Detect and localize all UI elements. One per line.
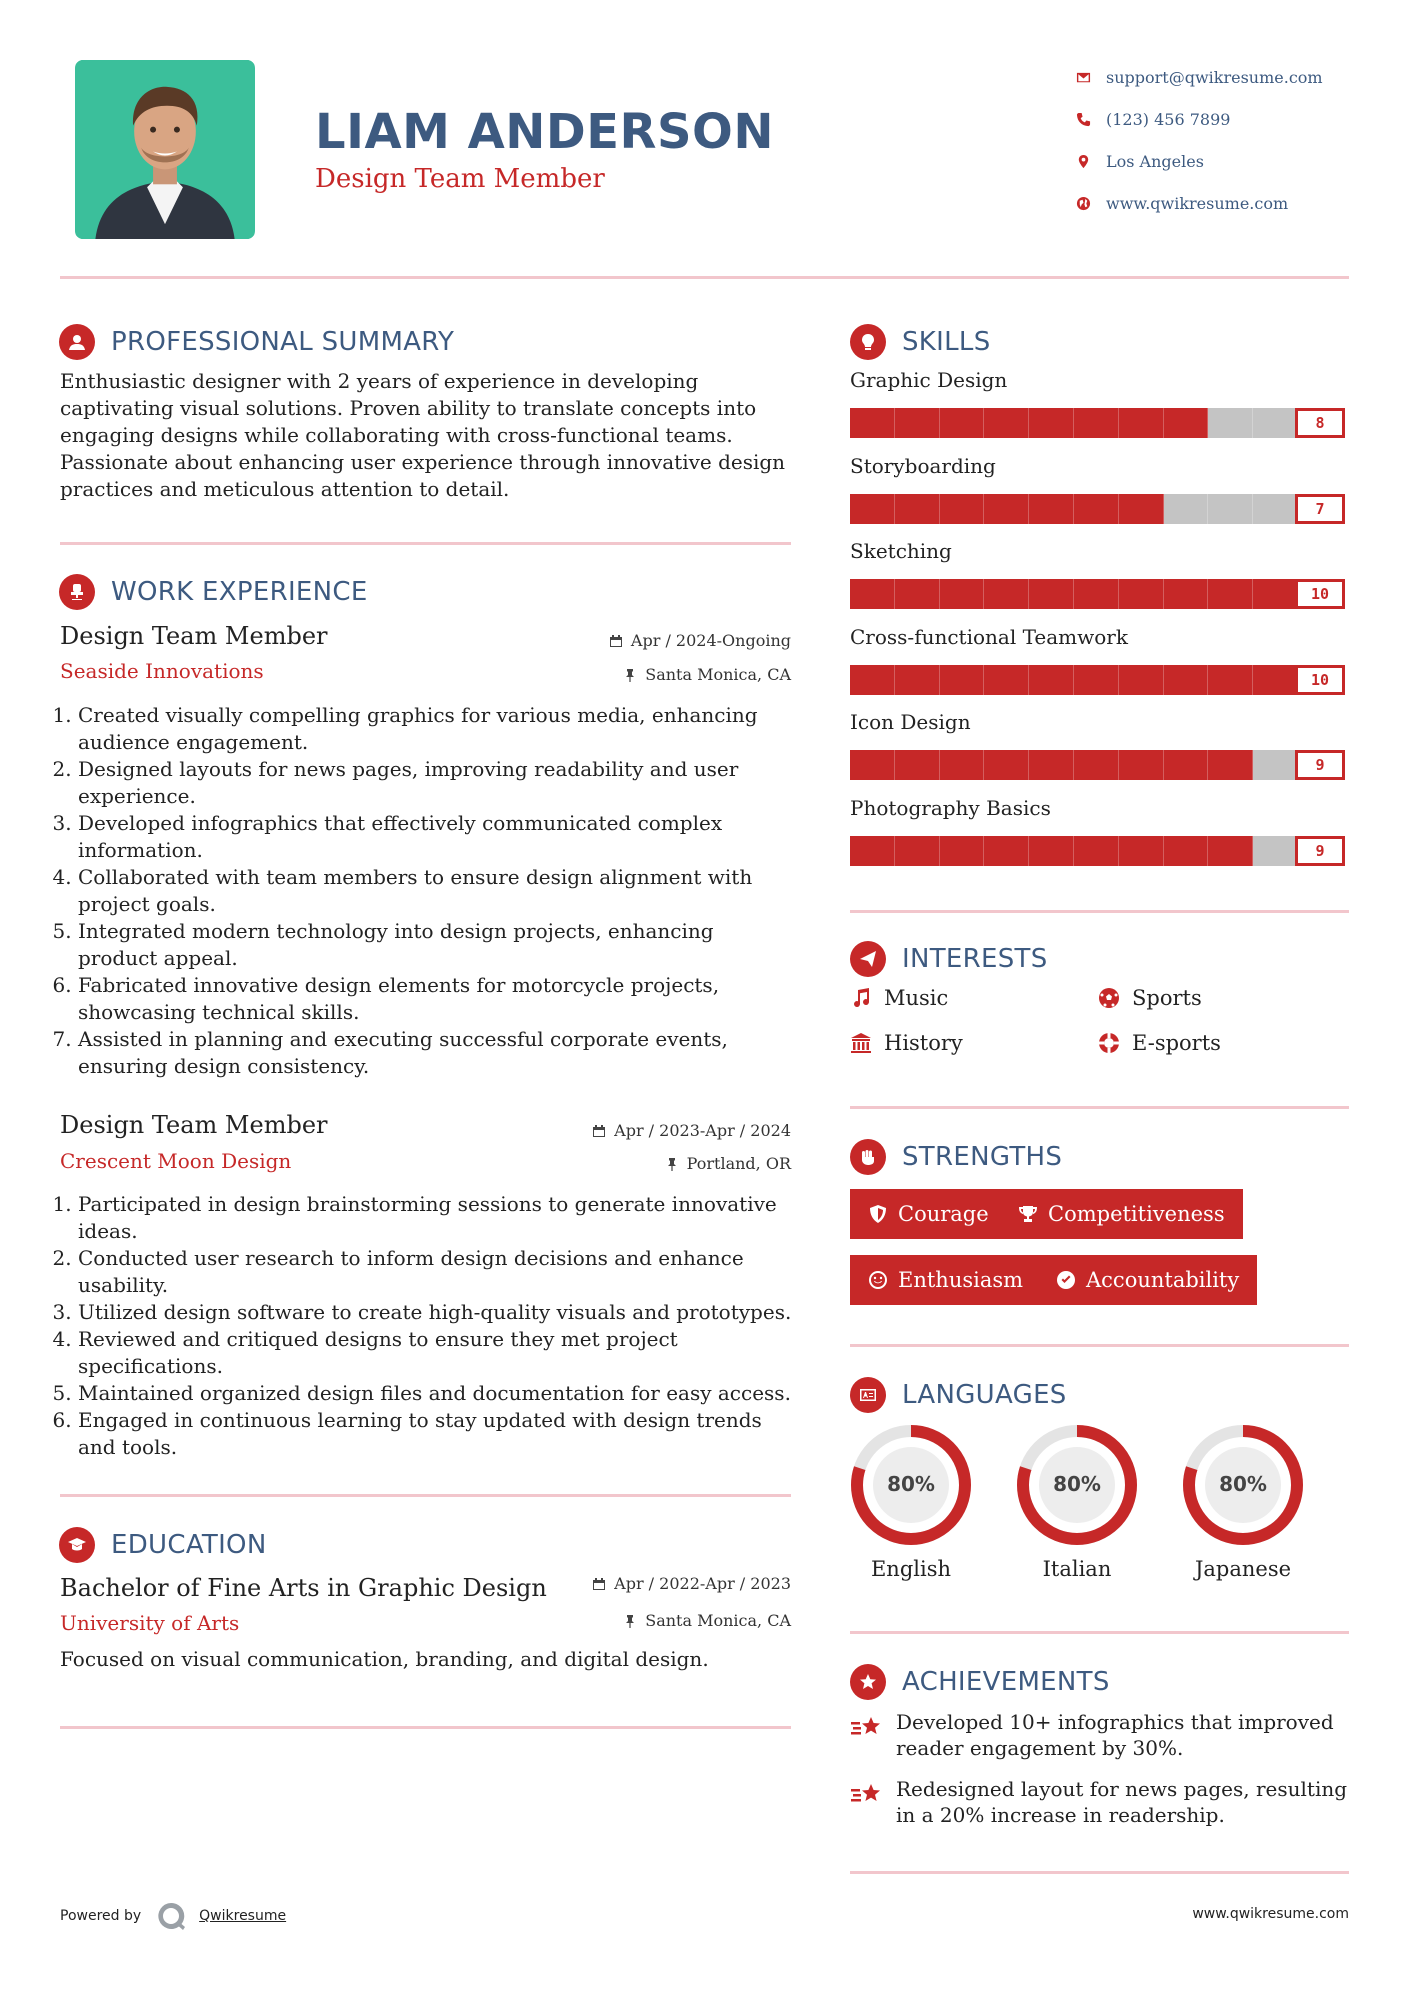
job-2-location: [665, 1154, 791, 1173]
list-item: 6. Engaged in continuous learning to stay updated with design trends and tools.: [78, 1407, 798, 1461]
calendar-icon: [609, 634, 623, 648]
skill-bar-filled-segment: [1164, 665, 1209, 695]
skill-bar-filled-segment: [940, 579, 985, 609]
language-percent: 80%: [887, 1472, 935, 1496]
star-badge-icon: [850, 1664, 886, 1700]
strength-competitiveness: [1000, 1189, 1243, 1239]
job-1-dates: [609, 631, 791, 650]
contact-location: [1072, 140, 1372, 182]
skill-bar-filled-segment: [850, 665, 895, 695]
shooting-star-icon: [850, 1713, 884, 1743]
skill-bar-filled-segment: [940, 494, 985, 524]
job-2-location-text: Portland, OR: [686, 1154, 791, 1173]
skill-bar-filled-segment: [984, 408, 1029, 438]
experience-heading: [59, 574, 368, 610]
skill-bar: [850, 836, 1298, 866]
skill-bar-empty-segment: [1208, 408, 1253, 438]
contact-email-text: support@qwikresume.com: [1106, 67, 1323, 87]
skill-bar-filled-segment: [1029, 665, 1074, 695]
contact-list: [1072, 56, 1372, 224]
skill-name: Photography Basics: [850, 795, 1051, 820]
education-degree: Bachelor of Fine Arts in Graphic Design: [60, 1574, 547, 1602]
strengths-divider: [850, 1344, 1349, 1347]
skills-title: SKILLS: [902, 327, 991, 357]
skill-bar-filled-segment: [1074, 750, 1119, 780]
education-divider: [60, 1726, 791, 1729]
skill-score: 10: [1295, 579, 1345, 609]
profile-photo: [75, 60, 255, 239]
languages-title: LANGUAGES: [902, 1380, 1067, 1410]
skills-divider: [850, 910, 1349, 913]
achievements-heading: [850, 1664, 1110, 1700]
skill-bar-filled-segment: [1029, 408, 1074, 438]
achievement-item-2: [850, 1776, 1350, 1828]
shooting-star-icon: [850, 1780, 884, 1810]
skill-bar: [850, 579, 1298, 609]
list-item: 1. Participated in design brainstorming sessions to generate innovative ideas.: [78, 1191, 798, 1245]
smile-icon: [868, 1270, 888, 1290]
paper-plane-icon: [850, 941, 886, 977]
skill-bar-filled-segment: [850, 579, 895, 609]
footer-powered-by: [60, 1900, 286, 1932]
skill-bar-filled-segment: [1074, 408, 1119, 438]
education-description: Focused on visual communication, branding, and digital design.: [60, 1647, 709, 1671]
contact-email[interactable]: [1072, 56, 1372, 98]
qwikresume-link[interactable]: Qwikresume: [199, 1908, 287, 1924]
achievement-text: Developed 10+ infographics that improved reader engagement by 30%.: [896, 1710, 1334, 1760]
user-icon: [59, 324, 95, 360]
skill-name: Icon Design: [850, 710, 971, 734]
pushpin-icon: [623, 1614, 637, 1628]
languages-heading: [850, 1377, 1067, 1413]
list-item: 2. Conducted user research to inform design decisions and enhance usability.: [78, 1245, 798, 1299]
list-item: 5. Integrated modern technology into design projects, enhancing product appeal.: [78, 918, 798, 972]
skill-bar-empty-segment: [1253, 494, 1298, 524]
job-2-bullets: [60, 1191, 798, 1461]
skill-score: 10: [1295, 665, 1345, 695]
list-item: 4. Collaborated with team members to ensure design alignment with project goals.: [78, 864, 798, 918]
skill-bar-filled-segment: [1074, 836, 1119, 866]
skill-bar-filled-segment: [1029, 579, 1074, 609]
contact-website[interactable]: [1072, 182, 1372, 224]
job-2-company: Crescent Moon Design: [60, 1149, 292, 1173]
check-circle-icon: [1056, 1270, 1076, 1290]
interest-label: E-sports: [1132, 1031, 1221, 1055]
list-item: 3. Developed infographics that effectively communicated complex information.: [78, 810, 798, 864]
contact-location-text: Los Angeles: [1106, 151, 1204, 171]
skill-bar-filled-segment: [984, 494, 1029, 524]
strength-accountability: [1038, 1255, 1257, 1305]
languages-divider: [850, 1631, 1349, 1634]
summary-divider: [60, 542, 791, 545]
language-name: Japanese: [1194, 1557, 1292, 1581]
skill-bar-filled-segment: [1164, 408, 1209, 438]
interest-label: Music: [884, 986, 949, 1010]
translate-icon: [850, 1377, 886, 1413]
skill-bar-filled-segment: [895, 665, 940, 695]
graduate-icon: [59, 1527, 95, 1563]
job-1-company: Seaside Innovations: [60, 659, 264, 683]
job-2-dates: [592, 1121, 791, 1140]
language-name: Italian: [1042, 1557, 1112, 1581]
skill-bar-filled-segment: [1208, 836, 1253, 866]
skill-bar: [850, 750, 1298, 780]
skill-bar-empty-segment: [1253, 750, 1298, 780]
skill-score: 9: [1295, 750, 1345, 780]
summary-heading: [59, 324, 454, 360]
list-item: 2. Designed layouts for news pages, improving readability and user experience.: [78, 756, 798, 810]
trophy-icon: [1018, 1204, 1038, 1224]
education-location-text: Santa Monica, CA: [645, 1611, 791, 1630]
strength-enthusiasm: [850, 1255, 1041, 1305]
skill-bar-filled-segment: [895, 579, 940, 609]
powered-by-text: Powered by: [60, 1908, 142, 1924]
skill-name: Cross-functional Teamwork: [850, 624, 1128, 649]
education-school: University of Arts: [60, 1611, 240, 1635]
skill-bar: [850, 494, 1298, 524]
education-dates: [592, 1574, 791, 1593]
skill-bar-filled-segment: [1164, 579, 1209, 609]
skill-bar-filled-segment: [1164, 836, 1209, 866]
skill-bar-filled-segment: [850, 750, 895, 780]
skill-bar-filled-segment: [850, 408, 895, 438]
interest-music: [850, 986, 948, 1010]
job-2-title: Design Team Member: [60, 1111, 328, 1139]
skill-bar-filled-segment: [1029, 494, 1074, 524]
skill-bar-filled-segment: [940, 408, 985, 438]
music-note-icon: [850, 987, 872, 1009]
profile-photo-image: [75, 60, 255, 239]
skill-name: Sketching: [850, 539, 952, 563]
job-2-dates-text: Apr / 2023-Apr / 2024: [614, 1121, 791, 1140]
skill-score: 8: [1295, 408, 1345, 438]
skill-bar-filled-segment: [940, 665, 985, 695]
interest-label: Sports: [1132, 986, 1202, 1010]
skill-bar-empty-segment: [1253, 836, 1298, 866]
chair-icon: [59, 574, 95, 610]
list-item: 4. Reviewed and critiqued designs to ensure they met project specifications.: [78, 1326, 798, 1380]
fist-icon: [850, 1139, 886, 1175]
envelope-icon: [1072, 66, 1094, 88]
skill-bar: [850, 665, 1298, 695]
skill-bar-filled-segment: [1074, 665, 1119, 695]
strengths-heading: [850, 1139, 1062, 1175]
education-dates-text: Apr / 2022-Apr / 2023: [614, 1574, 791, 1593]
skill-bar-filled-segment: [1119, 750, 1164, 780]
summary-title: PROFESSIONAL SUMMARY: [111, 327, 455, 357]
job-1-location: [623, 665, 791, 684]
skills-heading: [850, 324, 991, 360]
skill-bar-filled-segment: [940, 836, 985, 866]
museum-icon: [850, 1032, 872, 1054]
skill-bar-filled-segment: [1029, 750, 1074, 780]
soccer-ball-icon: [1098, 987, 1120, 1009]
skill-name: Storyboarding: [850, 453, 996, 478]
interest-history: [850, 1031, 963, 1055]
strength-label: Accountability: [1086, 1268, 1240, 1292]
shield-icon: [868, 1204, 888, 1224]
strengths-title: STRENGTHS: [902, 1142, 1063, 1172]
skill-bar-filled-segment: [984, 836, 1029, 866]
calendar-icon: [592, 1577, 606, 1591]
skill-bar-filled-segment: [1208, 665, 1253, 695]
skill-bar-filled-segment: [984, 665, 1029, 695]
contact-phone-text: (123) 456 7899: [1106, 109, 1231, 129]
skill-bar-filled-segment: [1253, 579, 1298, 609]
phone-icon: [1072, 108, 1094, 130]
skill-bar-filled-segment: [1119, 494, 1164, 524]
skill-bar-filled-segment: [895, 836, 940, 866]
language-name: English: [870, 1557, 952, 1581]
globe-icon: [1072, 192, 1094, 214]
skill-bar-filled-segment: [850, 494, 895, 524]
candidate-name: LIAM ANDERSON: [315, 104, 775, 160]
language-percent: 80%: [1219, 1472, 1267, 1496]
contact-website-text: www.qwikresume.com: [1106, 193, 1289, 213]
skill-bar-filled-segment: [895, 750, 940, 780]
calendar-icon: [592, 1124, 606, 1138]
skill-bar-filled-segment: [895, 494, 940, 524]
strength-courage: [850, 1189, 1007, 1239]
skill-bar-empty-segment: [1253, 408, 1298, 438]
header-divider: [60, 276, 1349, 279]
list-item: 3. Utilized design software to create high-quality visuals and prototypes.: [78, 1299, 798, 1326]
education-title: EDUCATION: [111, 1530, 267, 1560]
skill-bar-filled-segment: [984, 750, 1029, 780]
skill-bar-empty-segment: [1164, 494, 1209, 524]
strength-label: Courage: [898, 1202, 989, 1226]
interest-sports: [1098, 986, 1202, 1010]
map-pin-icon: [1072, 150, 1094, 172]
achievements-divider: [850, 1871, 1349, 1874]
list-item: 5. Maintained organized design files and documentation for easy access.: [78, 1380, 798, 1407]
lifebuoy-icon: [1098, 1032, 1120, 1054]
skill-bar-filled-segment: [984, 579, 1029, 609]
contact-phone[interactable]: [1072, 98, 1372, 140]
pushpin-icon: [665, 1157, 679, 1171]
skill-bar-filled-segment: [1074, 579, 1119, 609]
job-1-bullets: [60, 702, 798, 1080]
skill-name: Graphic Design: [850, 368, 1008, 392]
list-item: 7. Assisted in planning and executing successful corporate events, ensuring design consistency.: [78, 1026, 798, 1080]
skill-score: 7: [1295, 494, 1345, 524]
interests-title: INTERESTS: [902, 944, 1048, 974]
footer-website[interactable]: www.qwikresume.com: [1192, 1906, 1349, 1922]
skill-bar-filled-segment: [895, 408, 940, 438]
skill-bar-filled-segment: [1119, 665, 1164, 695]
list-item: 6. Fabricated innovative design elements for motorcycle projects, showcasing technical skills.: [78, 972, 798, 1026]
skill-bar-filled-segment: [1253, 665, 1298, 695]
education-location: [623, 1611, 791, 1630]
experience-divider: [60, 1494, 791, 1497]
skill-bar-empty-segment: [1208, 494, 1253, 524]
pushpin-icon: [623, 668, 637, 682]
experience-title: WORK EXPERIENCE: [111, 577, 368, 607]
achievements-title: ACHIEVEMENTS: [902, 1667, 1110, 1697]
skill-bar-filled-segment: [850, 836, 895, 866]
skill-bar-filled-segment: [940, 750, 985, 780]
job-1-dates-text: Apr / 2024-Ongoing: [630, 631, 791, 650]
achievement-text: Redesigned layout for news pages, resulting in a 20% increase in readership.: [896, 1777, 1348, 1827]
achievement-item-1: [850, 1709, 1350, 1761]
language-percent: 80%: [1053, 1472, 1101, 1496]
list-item: 1. Created visually compelling graphics for various media, enhancing audience engagement.: [78, 702, 798, 756]
skill-bar-filled-segment: [1208, 579, 1253, 609]
skill-bar-filled-segment: [1208, 750, 1253, 780]
skill-bar-filled-segment: [1164, 750, 1209, 780]
skill-bar-filled-segment: [1119, 836, 1164, 866]
job-1-title: Design Team Member: [60, 622, 328, 650]
skill-score: 9: [1295, 836, 1345, 866]
interest-esports: [1098, 1031, 1221, 1055]
interests-heading: [850, 941, 1048, 977]
education-heading: [59, 1527, 267, 1563]
skill-bar: [850, 408, 1298, 438]
interest-label: History: [884, 1031, 963, 1055]
summary-text: Enthusiastic designer with 2 years of experience in developing captivating visual solutions. Proven ability to translate concepts into engaging designs while collaborating with cross-functional teams. Passionate about enhancing user experience through innovative design practices and meticulous attention to detail.: [60, 369, 786, 501]
lightbulb-icon: [850, 324, 886, 360]
skill-bar-filled-segment: [1119, 408, 1164, 438]
skill-bar-filled-segment: [1119, 579, 1164, 609]
qwikresume-logo-icon: [155, 1900, 187, 1932]
strength-label: Competitiveness: [1048, 1202, 1225, 1226]
strength-label: Enthusiasm: [898, 1268, 1024, 1292]
skill-bar-filled-segment: [1074, 494, 1119, 524]
skill-bar-filled-segment: [1029, 836, 1074, 866]
job-1-location-text: Santa Monica, CA: [645, 665, 791, 684]
interests-divider: [850, 1106, 1349, 1109]
candidate-title: Design Team Member: [315, 164, 605, 194]
